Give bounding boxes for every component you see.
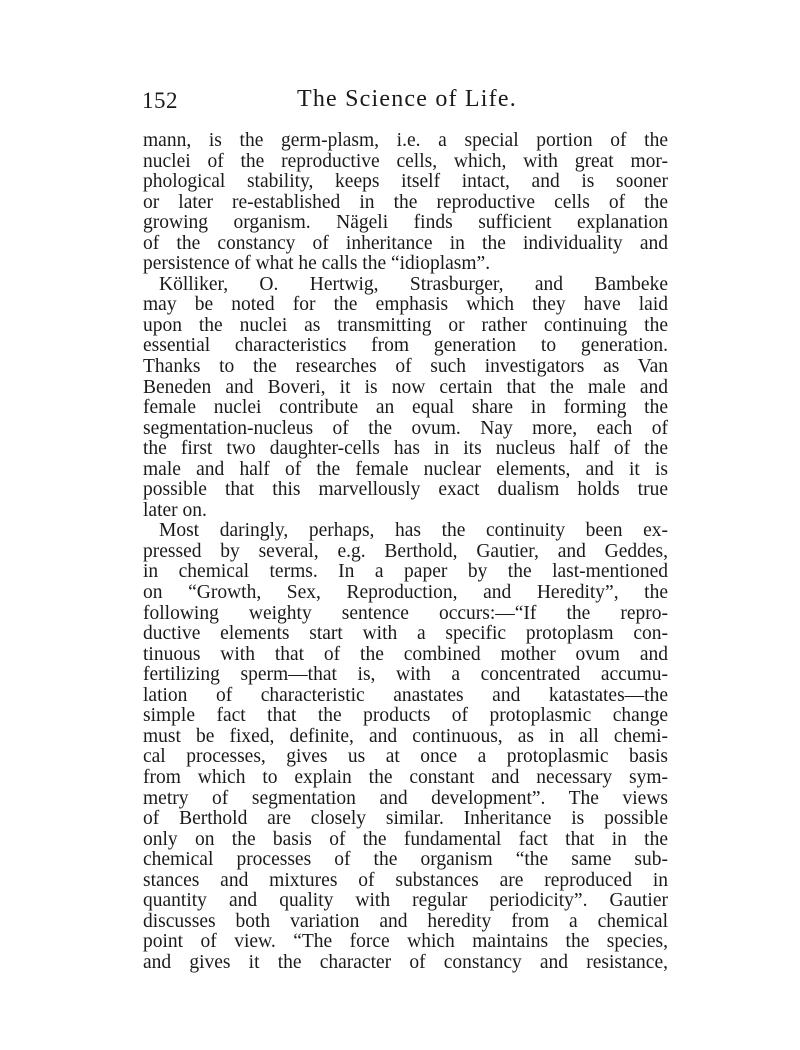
text-line: later on.: [143, 499, 207, 521]
text-line: male and half of the female nuclear elements, and it is: [143, 458, 668, 480]
text-line: and gives it the character of constancy and resistance,: [143, 951, 668, 973]
text-line: female nuclei contribute an equal share in forming the: [143, 397, 668, 419]
text-line: Thanks to the researches of such investigators as Van: [143, 356, 668, 378]
text-line: fertilizing sperm—that is, with a concentrated accumu-: [143, 664, 668, 686]
text-line: possible that this marvellously exact dualism holds true: [143, 479, 668, 501]
paragraph-start-line: Kölliker, O. Hertwig, Strasburger, and Bambeke: [159, 273, 668, 295]
text-line: in chemical terms. In a paper by the last-mentioned: [143, 561, 668, 583]
text-line: of the constancy of inheritance in the individuality and: [143, 232, 668, 254]
text-line: lation of characteristic anastates and katastates—the: [143, 684, 668, 706]
text-line: ductive elements start with a specific protoplasm con-: [143, 623, 668, 645]
text-line: segmentation-nucleus of the ovum. Nay more, each of: [143, 417, 668, 439]
text-line: may be noted for the emphasis which they have laid: [143, 294, 668, 316]
text-line: or later re-established in the reproductive cells of the: [143, 191, 668, 213]
text-line: phological stability, keeps itself intact, and is sooner: [143, 171, 668, 193]
text-line: growing organism. Nägeli finds sufficient explanation: [143, 212, 668, 234]
body-text: [143, 131, 668, 973]
text-line: cal processes, gives us at once a protoplasmic basis: [143, 746, 668, 768]
text-line: point of view. “The force which maintains the species,: [143, 931, 668, 953]
paragraph-start-line: Most daringly, perhaps, has the continuity been ex-: [159, 520, 668, 542]
text-line: Beneden and Boveri, it is now certain that the male and: [143, 376, 668, 398]
page-number: 152: [142, 88, 178, 113]
text-line: chemical processes of the organism “the same sub-: [143, 849, 668, 871]
text-line: mann, is the germ-plasm, i.e. a special portion of the: [143, 130, 668, 151]
text-line: following weighty sentence occurs:—“If the repro-: [143, 602, 668, 624]
text-line: metry of segmentation and development”. The views: [143, 787, 668, 809]
text-line: the first two daughter-cells has in its nucleus half of the: [143, 438, 668, 460]
text-line: essential characteristics from generation to generation.: [143, 335, 668, 357]
text-line: persistence of what he calls the “idioplasm”.: [143, 253, 491, 275]
text-line: upon the nuclei as transmitting or rather continuing the: [143, 314, 668, 336]
text-line: quantity and quality with regular periodicity”. Gautier: [143, 890, 668, 912]
text-line: from which to explain the constant and necessary sym-: [143, 766, 668, 788]
text-line: pressed by several, e.g. Berthold, Gautier, and Geddes,: [143, 540, 668, 562]
text-line: discusses both variation and heredity from a chemical: [143, 910, 668, 932]
text-line: of Berthold are closely similar. Inheritance is possible: [143, 808, 668, 830]
text-line: only on the basis of the fundamental fact that in the: [143, 828, 668, 850]
text-line: nuclei of the reproductive cells, which, with great mor-: [143, 150, 668, 172]
text-line: simple fact that the products of protoplasmic change: [143, 705, 668, 727]
text-line: stances and mixtures of substances are reproduced in: [143, 869, 668, 891]
running-title: The Science of Life.: [297, 86, 517, 112]
text-line: tinuous with that of the combined mother ovum and: [143, 643, 668, 665]
text-line: must be fixed, definite, and continuous, as in all chemi-: [143, 725, 668, 747]
text-line: on “Growth, Sex, Reproduction, and Heredity”, the: [143, 582, 668, 604]
